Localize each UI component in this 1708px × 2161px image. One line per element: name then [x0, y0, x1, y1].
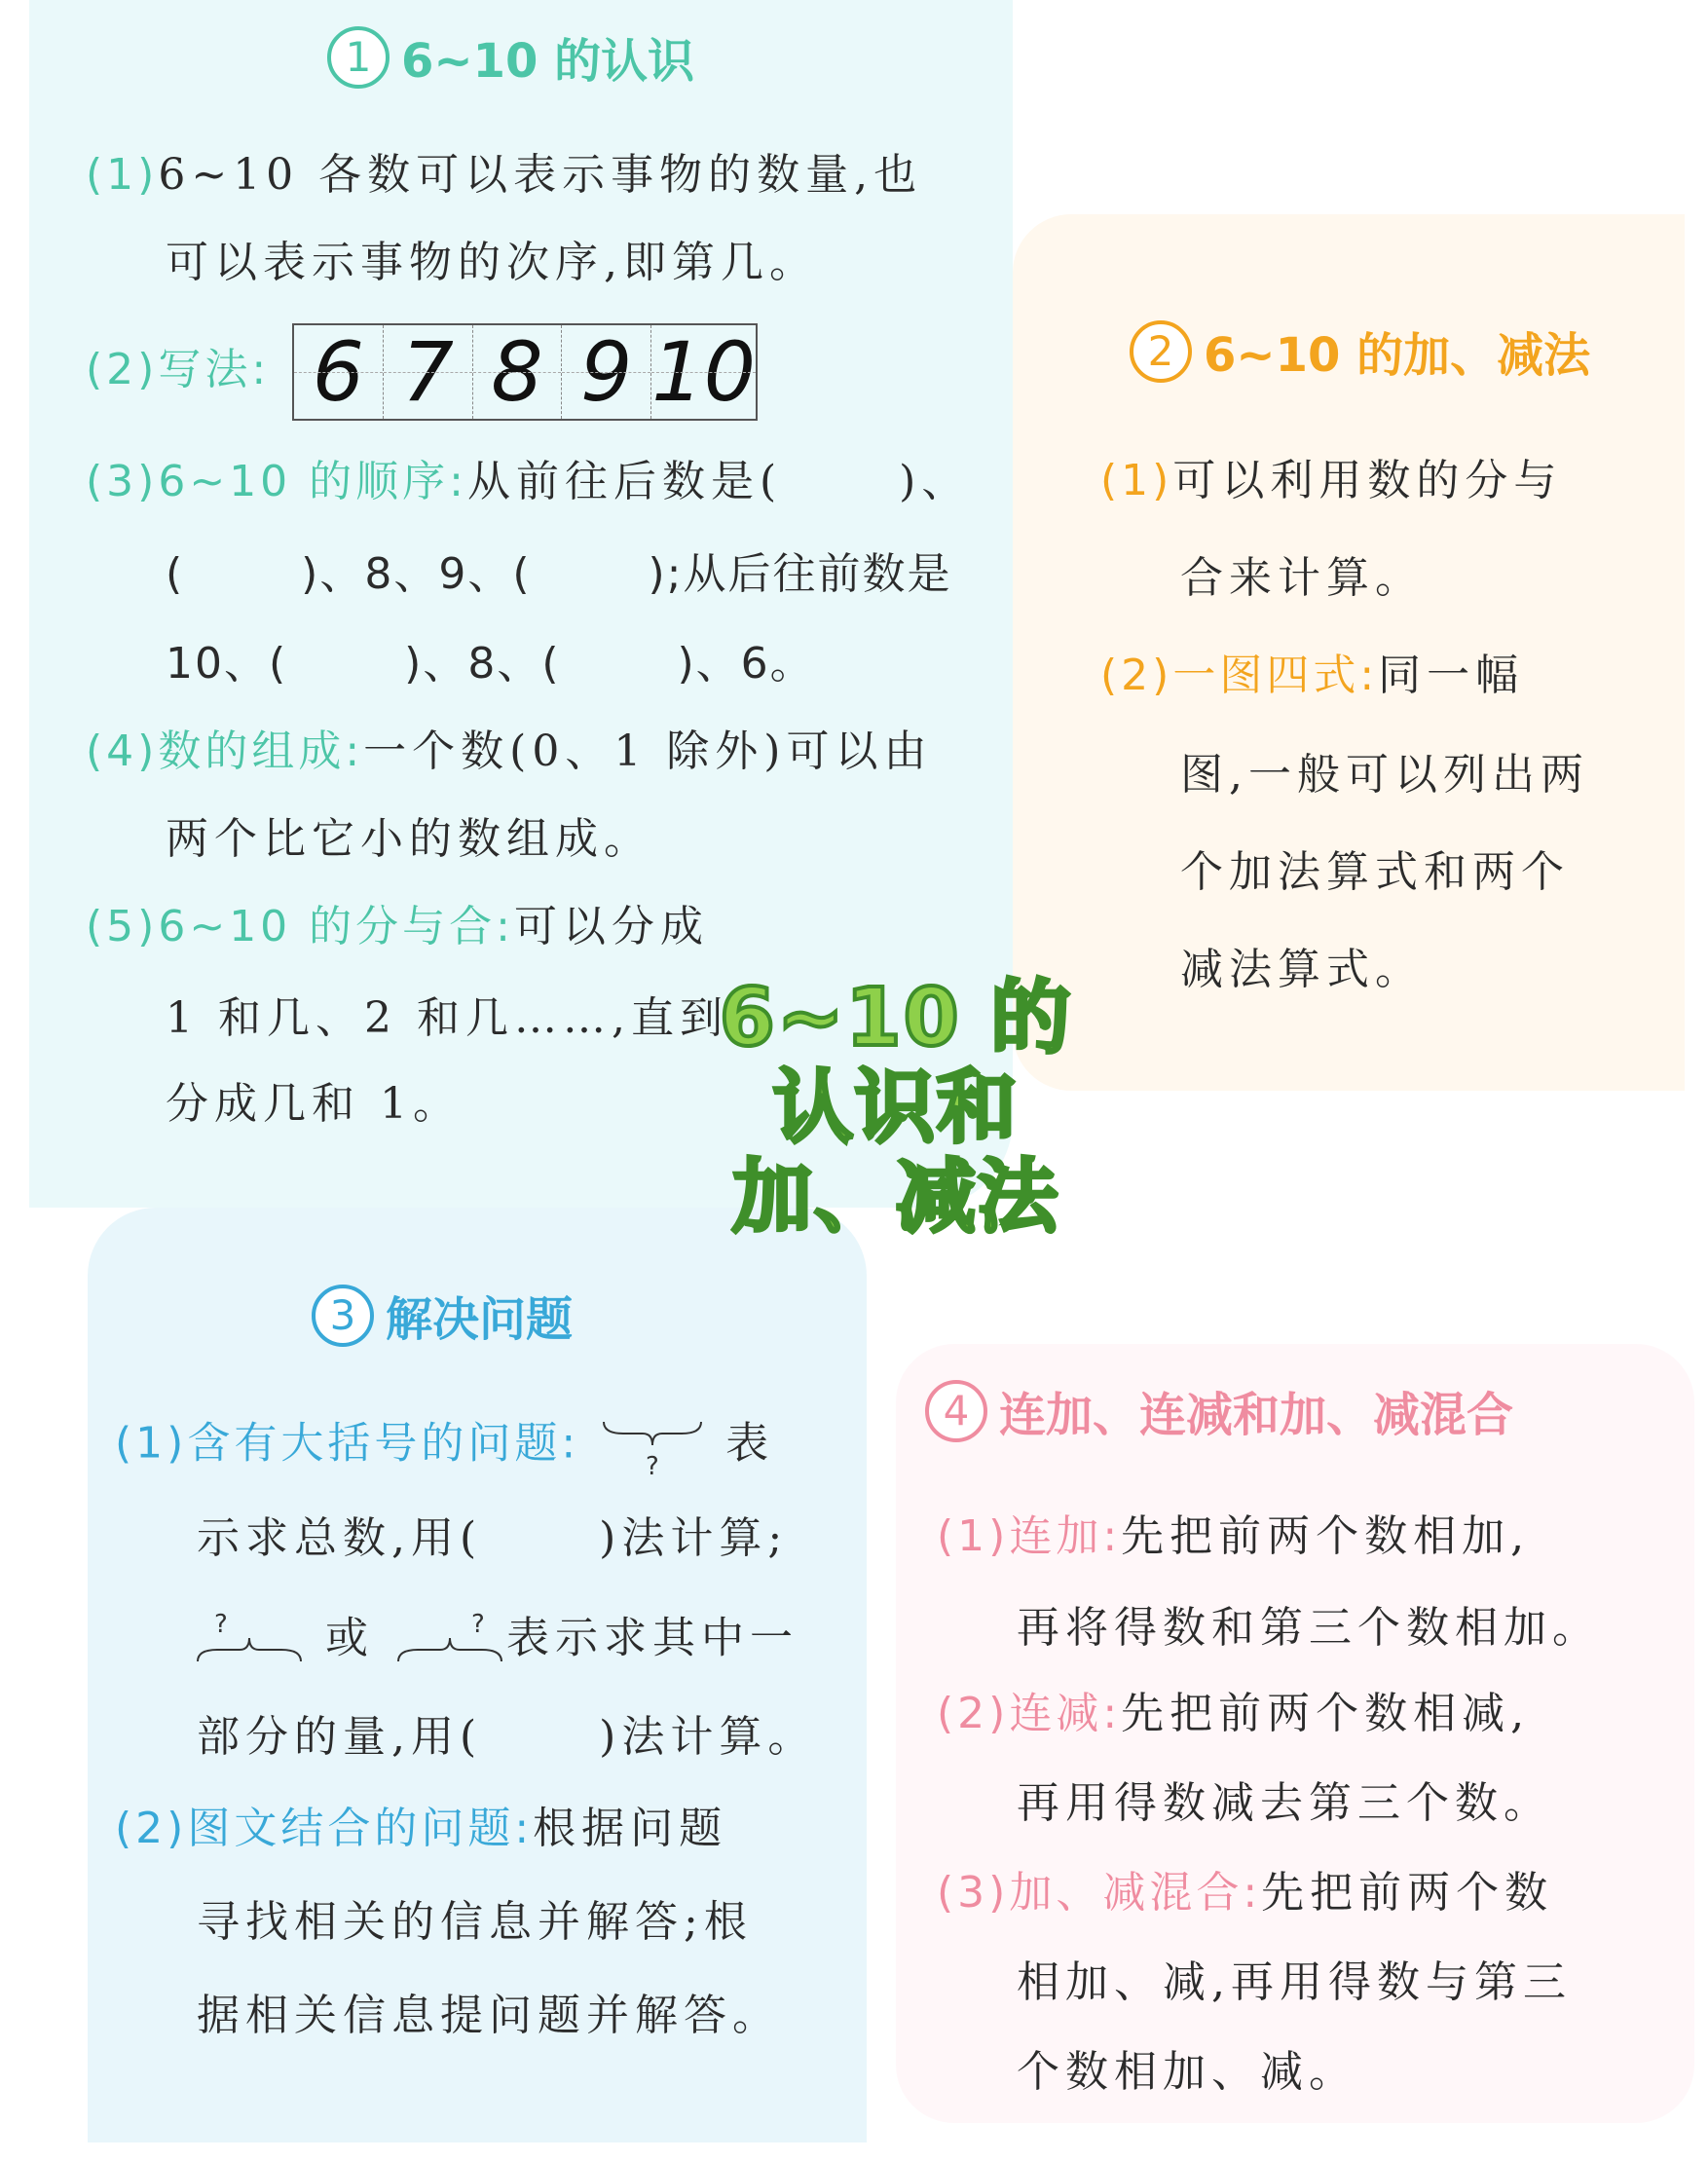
chapter-title-line1: 6~10 的 [719, 972, 1073, 1064]
s1-item5-line1 [86, 898, 709, 956]
section3-title: 解决问题 [386, 1292, 574, 1347]
digit-9: 9 [562, 325, 651, 419]
s3-item2-label: (2)图文结合的问题: [115, 1804, 534, 1853]
section4-heading [925, 1377, 1513, 1444]
s1-item3-text1a: 从前往后数是( [467, 457, 783, 506]
s1-item3-text2a: ( [166, 549, 185, 599]
s3-item1-line4 [197, 1708, 816, 1767]
digit-8: 8 [473, 325, 563, 419]
s1-item5-text1: 可以分成 [514, 902, 709, 951]
s3-item1-line3 [193, 1607, 798, 1675]
chapter-title-line2: 认识和 [772, 1062, 1019, 1154]
s1-item3-text1b: )、 [899, 457, 971, 506]
s2-item1-line2: 合来计算。 [1180, 553, 1424, 603]
s1-item2-label: (2)写法: [86, 345, 271, 394]
s3-item1-text4b: )法计算。 [599, 1712, 817, 1762]
s3-item1-text4a: 部分的量,用( [197, 1712, 483, 1762]
s2-item2-text1: 同一幅 [1378, 651, 1525, 700]
s1-item3-line1 [86, 453, 970, 511]
s4-item3-line1 [937, 1864, 1553, 1922]
s2-item2-line3: 个加法算式和两个 [1180, 847, 1570, 897]
s3-item1-text1: 表 [725, 1418, 775, 1469]
s1-item4-text1: 一个数(0、1 除外)可以由 [363, 727, 933, 776]
s4-item3-line2: 相加、减,再用得数与第三 [1017, 1957, 1572, 2007]
s3-item1-text2b: )法计算; [599, 1513, 789, 1563]
s1-item3-label: (3)6~10 的顺序: [86, 457, 467, 506]
s3-item2-line1 [115, 1800, 727, 1858]
s1-item3-text3c: )、6。 [677, 639, 815, 689]
s1-item4-line2: 两个比它小的数组成。 [166, 814, 652, 864]
brace-question: ? [646, 1452, 665, 1480]
section1-number: 1 [327, 26, 390, 89]
section2-title: 6~10 的加、减法 [1204, 328, 1591, 383]
s1-item1-label: (1) [86, 150, 159, 200]
s4-item3-text1: 先把前两个数 [1261, 1868, 1554, 1918]
s4-item2-line2: 再用得数减去第三个数。 [1017, 1778, 1552, 1828]
s3-item1-or: 或 [325, 1613, 374, 1663]
s4-item3-label: (3)加、减混合: [937, 1868, 1262, 1918]
s2-item1-text1: 可以利用数的分与 [1172, 456, 1563, 505]
section4-number: 4 [925, 1380, 987, 1442]
section2-heading [1130, 317, 1590, 385]
brace-question: ? [471, 1610, 491, 1639]
s2-item2-line1 [1100, 647, 1524, 705]
s1-item3-text2b: )、8、9、( [301, 549, 532, 599]
s1-item4-label: (4)数的组成: [86, 727, 364, 776]
s4-item1-line1 [937, 1508, 1530, 1566]
s4-item3-line3: 个数相加、减。 [1017, 2047, 1357, 2097]
s1-item5-line3: 分成几和 1。 [166, 1079, 462, 1129]
s1-item5-line2: 1 和几、2 和几……,直到 [166, 993, 728, 1043]
s1-item3-text3b: )、8、( [404, 639, 561, 689]
s3-item1-line2 [197, 1509, 788, 1568]
s1-item3-text2c: );从后往前数是 [648, 549, 952, 599]
brace-up-right-icon [393, 1607, 506, 1675]
s2-item2-label: (2)一图四式: [1100, 651, 1379, 700]
s2-item2-line4: 减法算式。 [1180, 945, 1424, 994]
s3-item1-text2a: 示求总数,用( [197, 1513, 483, 1563]
s2-item1-label: (1) [1100, 456, 1173, 505]
s1-item4-line1 [86, 723, 932, 781]
section1-title: 6~10 的认识 [401, 34, 695, 89]
s4-item1-label: (1)连加: [937, 1511, 1122, 1561]
s3-item2-line3: 据相关信息提问题并解答。 [197, 1991, 781, 2040]
s1-item5-label: (5)6~10 的分与合: [86, 902, 514, 951]
s4-item2-label: (2)连减: [937, 1689, 1122, 1738]
section3-number: 3 [312, 1285, 374, 1347]
brace-down-icon [599, 1412, 706, 1480]
s3-item2-line2: 寻找相关的信息并解答;根 [197, 1897, 753, 1947]
s1-item3-line3 [166, 635, 815, 693]
section4-title: 连加、连减和加、减混合 [999, 1388, 1514, 1442]
s1-item3-text3a: 10、( [166, 639, 288, 689]
chapter-title-line3: 加、减法 [731, 1151, 1059, 1244]
digit-writing-grid [292, 323, 758, 421]
section2-number: 2 [1130, 320, 1192, 383]
s4-item2-line1 [937, 1685, 1530, 1743]
s1-item1-text1: 6~10 各数可以表示事物的数量,也 [158, 150, 923, 200]
s1-item3-line2 [166, 545, 952, 604]
s4-item1-line2: 再将得数和第三个数相加。 [1017, 1603, 1601, 1653]
brace-question: ? [214, 1610, 234, 1639]
s4-item1-text1: 先把前两个数相加, [1121, 1511, 1531, 1561]
s3-item1-text3: 表示求其中一 [506, 1613, 798, 1663]
digit-10: 10 [651, 324, 757, 420]
section3-heading [312, 1282, 573, 1349]
digit-6: 6 [294, 325, 384, 419]
s3-item1-label: (1)含有大括号的问题: [115, 1418, 580, 1469]
s1-item1-line2: 可以表示事物的次序,即第几。 [166, 238, 818, 287]
digit-7: 7 [384, 325, 473, 419]
s2-item1-line1 [1100, 452, 1562, 510]
s3-item1-line1 [115, 1412, 774, 1480]
section1-heading [327, 23, 694, 91]
s3-item2-text1: 根据问题 [533, 1804, 728, 1853]
s1-item1-line1 [86, 146, 922, 205]
s2-item2-line2: 图,一般可以列出两 [1180, 750, 1589, 800]
chapter-title [711, 974, 1081, 1243]
s4-item2-text1: 先把前两个数相减, [1121, 1689, 1531, 1738]
brace-up-left-icon [193, 1607, 306, 1675]
